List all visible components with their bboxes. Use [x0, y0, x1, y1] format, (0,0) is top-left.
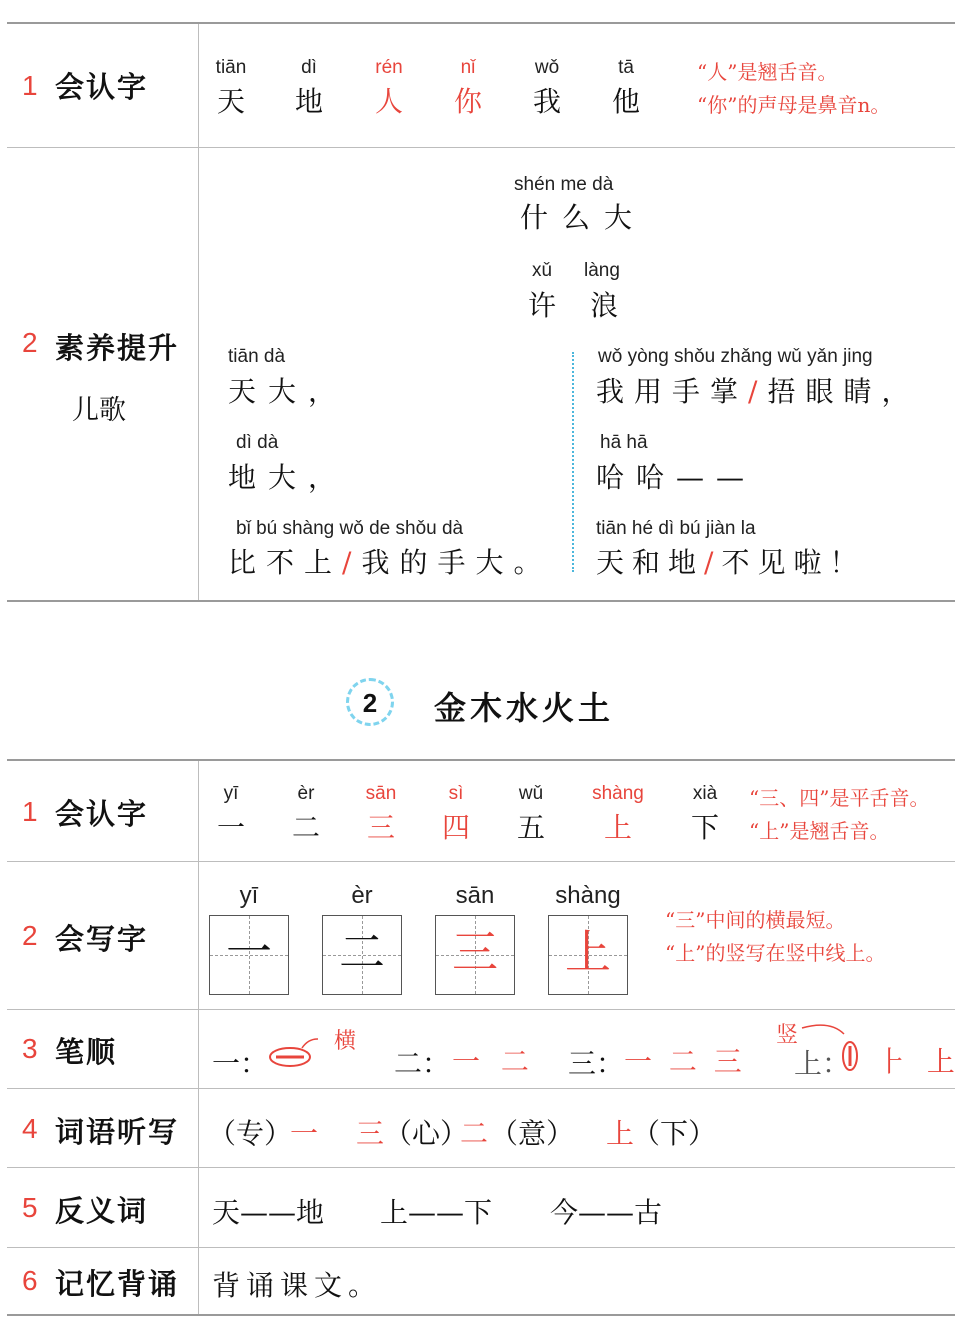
- dictation-hint: （心）: [384, 1117, 469, 1150]
- author-pinyin: làng: [584, 260, 620, 281]
- table-top-border: [7, 22, 955, 24]
- table-top-border: [7, 759, 955, 761]
- antonym-pair: 今——古: [550, 1196, 663, 1229]
- stroke-sequence: 一 二: [452, 1045, 535, 1078]
- stroke-name: 横: [334, 1029, 357, 1054]
- char-pinyin: wǒ: [534, 57, 560, 78]
- row-number: 1: [22, 796, 38, 827]
- row-title-write: 会写字: [55, 922, 149, 956]
- char-pinyin: sì: [448, 783, 464, 804]
- char-pinyin: tā: [618, 57, 634, 78]
- stroke-char-label: 三：: [568, 1047, 625, 1080]
- poem-line: 地大，: [228, 461, 349, 494]
- grid-character: 三: [452, 925, 498, 979]
- row-title-dictation: 词语听写: [55, 1115, 180, 1149]
- table-bottom-border: [7, 600, 955, 602]
- pronunciation-note: “人”是翘舌音。: [697, 60, 838, 84]
- dictation-hint: （下）: [632, 1117, 717, 1150]
- char-pinyin: rén: [375, 57, 403, 78]
- pronunciation-note: “上”是翘舌音。: [749, 819, 890, 843]
- grid-character: 上: [565, 925, 611, 979]
- row-divider: [7, 861, 955, 862]
- writing-note: “上”的竖写在竖中线上。: [665, 941, 886, 965]
- row-divider: [7, 1247, 955, 1248]
- grid-pinyin: èr: [351, 882, 373, 909]
- grid-pinyin: shàng: [555, 882, 621, 909]
- char-hanzi: 二: [291, 811, 320, 844]
- row-number: 6: [22, 1265, 38, 1296]
- char-pinyin: nǐ: [460, 57, 476, 78]
- author-name: 浪: [590, 289, 619, 322]
- lesson-title: 金木水火土: [434, 689, 615, 727]
- char-hanzi: 你: [453, 85, 482, 118]
- writing-note: “三”中间的横最短。: [665, 908, 846, 932]
- char-hanzi: 下: [690, 811, 719, 844]
- row-number: 2: [22, 327, 38, 358]
- row-divider: [7, 1009, 955, 1010]
- row-divider: [7, 1088, 955, 1089]
- grid-pinyin: yī: [239, 882, 259, 909]
- grid-character: 一: [226, 925, 272, 979]
- poem-line-pinyin: hā hā: [600, 432, 648, 453]
- poem-line-pinyin: dì dà: [236, 432, 279, 453]
- row-title-literacy: 素养提升: [55, 331, 180, 365]
- writing-grid: [209, 915, 289, 995]
- row-divider: [7, 147, 955, 148]
- pronunciation-note: “你”的声母是鼻音n。: [697, 93, 891, 117]
- poem-line-pinyin: bǐ bú shàng wǒ de shǒu dà: [236, 518, 464, 539]
- row-title-memorize: 记忆背诵: [55, 1267, 180, 1301]
- row-title-recognize: 会认字: [55, 70, 149, 104]
- writing-grid: [322, 915, 402, 995]
- char-hanzi: 人: [374, 85, 403, 118]
- char-pinyin: shàng: [592, 783, 644, 804]
- poem-column-divider: [572, 352, 574, 572]
- poem-line-pinyin: tiān dà: [228, 346, 286, 367]
- poem-line: 天大，: [228, 375, 349, 408]
- pronunciation-note: “三、四”是平舌音。: [749, 786, 930, 810]
- poem-title-pinyin: shén me dà: [514, 174, 614, 195]
- char-hanzi: 五: [516, 811, 545, 844]
- dictation-answer: 一: [290, 1117, 319, 1150]
- poem-title: 什么大: [520, 201, 647, 234]
- stroke-char-label: 二：: [394, 1047, 451, 1080]
- poem-line: 比不上/我的手大。: [228, 546, 552, 579]
- dictation-answer: 二: [460, 1117, 489, 1150]
- row-subtitle: 儿歌: [72, 395, 126, 426]
- stroke-name: 竖: [776, 1023, 799, 1048]
- stroke-circle-icon: [268, 1030, 318, 1070]
- poem-line: 天和地/不见啦！: [596, 546, 866, 579]
- row-number: 1: [22, 70, 38, 101]
- char-hanzi: 一: [216, 811, 245, 844]
- lesson-number-badge: 2: [346, 678, 394, 726]
- dictation-hint: （意）: [490, 1117, 575, 1150]
- char-hanzi: 他: [611, 85, 640, 118]
- char-hanzi: 四: [441, 811, 470, 844]
- stroke-char-label: 一：: [212, 1047, 269, 1080]
- char-hanzi: 上: [603, 811, 632, 844]
- antonym-pair: 上——下: [380, 1196, 493, 1229]
- writing-grid: [435, 915, 515, 995]
- char-hanzi: 我: [532, 85, 561, 118]
- grid-pinyin: sān: [455, 882, 495, 909]
- row-title-strokes: 笔顺: [55, 1035, 118, 1069]
- dictation-answer: 上: [606, 1117, 635, 1150]
- author-pinyin: xǔ: [532, 260, 553, 281]
- char-pinyin: yī: [223, 783, 239, 804]
- char-hanzi: 天: [216, 85, 245, 118]
- row-number: 2: [22, 920, 38, 951]
- row-number: 5: [22, 1192, 38, 1223]
- char-pinyin: èr: [297, 783, 315, 804]
- stroke-sequence: ⺊ 上: [878, 1045, 961, 1078]
- antonym-pair: 天——地: [212, 1196, 325, 1229]
- author-name: 许: [528, 289, 557, 322]
- char-pinyin: wǔ: [518, 783, 544, 804]
- poem-line-pinyin: wǒ yòng shǒu zhǎng wǔ yǎn jing: [598, 346, 873, 367]
- poem-line: 我用手掌/捂眼睛，: [596, 375, 920, 408]
- grid-character: 二: [339, 925, 385, 979]
- stroke-char-label: 上：: [794, 1047, 851, 1080]
- char-pinyin: tiān: [215, 57, 247, 78]
- poem-line: 哈哈——: [596, 461, 757, 494]
- row-number: 4: [22, 1113, 38, 1144]
- table-bottom-border: [7, 1314, 955, 1316]
- dictation-answer: 三: [356, 1117, 385, 1150]
- writing-grid: [548, 915, 628, 995]
- dictation-hint: （专）: [208, 1117, 293, 1150]
- char-pinyin: dì: [301, 57, 317, 78]
- char-pinyin: sān: [365, 783, 397, 804]
- stroke-sequence: 一 二 三: [624, 1045, 746, 1078]
- char-hanzi: 地: [294, 85, 323, 118]
- row-number: 3: [22, 1033, 38, 1064]
- row-title-antonyms: 反义词: [55, 1194, 149, 1228]
- char-pinyin: xià: [692, 783, 718, 804]
- row-title-recognize: 会认字: [55, 797, 149, 831]
- row-divider: [7, 1167, 955, 1168]
- poem-line-pinyin: tiān hé dì bú jiàn la: [596, 518, 756, 539]
- char-hanzi: 三: [366, 811, 395, 844]
- memorize-text: 背诵课文。: [212, 1269, 383, 1302]
